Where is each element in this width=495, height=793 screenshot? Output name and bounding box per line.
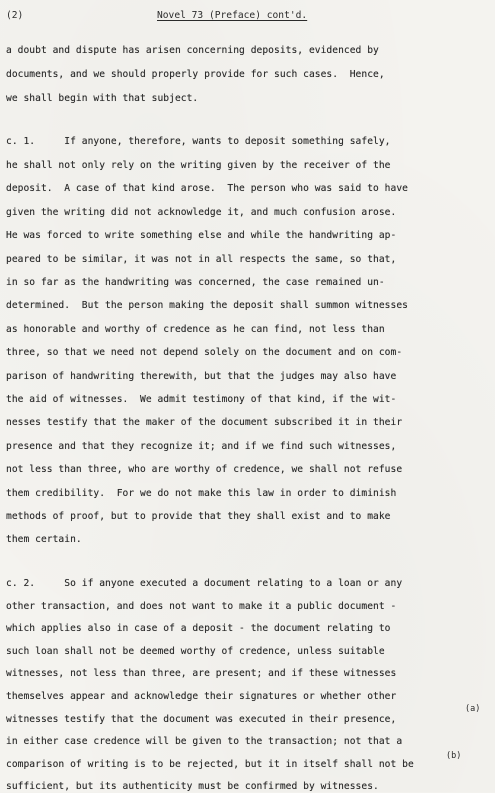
text-line: witnesses, not less than three, are present; and if these witnesses [6,668,397,680]
text-line: sufficient, but its authenticity must be confirmed by witnesses. [6,781,379,793]
text-line: three, so that we need not depend solely on the document and on com- [6,347,403,358]
text-line: in so far as the handwriting was concerned, the case remained un- [6,277,385,288]
text-line: which applies also in case of a deposit - the document relating to [6,623,391,635]
text-line: the aid of witnesses. We admit testimony of that kind, if the wit- [6,394,397,405]
text-line: we shall begin with that subject. [6,93,199,104]
text-line: witnesses testify that the document was executed in their presence, [6,713,397,725]
text-line: nesses testify that the maker of the document subscribed it in their [6,417,403,428]
marginal-note-a: (a) [465,704,481,714]
text-line: them credibility. For we do not make this law in order to diminish [6,488,397,499]
marginal-note-b: (b) [446,751,462,762]
text-line: deposit. A case of that kind arose. The person who was said to have [6,183,408,194]
text-line: He was forced to write something else and while the handwriting ap- [6,230,397,241]
text-line: methods of proof, but to provide that they shall exist and to make [6,511,391,522]
text-line: presence and that they recognize it; and if we find such witnesses, [6,441,397,452]
page-number: (2) [6,10,24,21]
text-line: he shall not only rely on the writing given by the receiver of the [6,160,391,171]
section-c1-line: c. 1. If anyone, therefore, wants to deposit something safely, [6,136,391,147]
text-line: themselves appear and acknowledge their signatures or whether other [6,691,397,702]
page-title: Novel 73 (Preface) cont'd. [157,10,308,21]
text-line: documents, and we should properly provide for such cases. Hence, [6,69,385,80]
text-line: as honorable and worthy of credence as he can find, not less than [6,324,385,335]
text-line: them certain. [6,534,82,545]
text-line: given the writing did not acknowledge it, and much confusion arose. [6,207,397,218]
text-line: other transaction, and does not want to make it a public document - [6,600,397,612]
text-line: not less than three, who are worthy of credence, we shall not refuse [6,464,403,475]
text-line: determined. But the person making the deposit shall summon witnesses [6,300,408,311]
text-line: a doubt and dispute has arisen concerning deposits, evidenced by [6,45,379,56]
section-c2-line: c. 2. So if anyone executed a document relating to a loan or any [6,578,403,589]
text-line: in either case credence will be given to the transaction; not that a [6,736,403,748]
text-line: such loan shall not be deemed worthy of credence, unless suitable [6,645,385,657]
text-line: peared to be similar, it was not in all respects the same, so that, [6,254,397,265]
text-line: comparison of writing is to be rejected, but it in itself shall not be [6,758,414,770]
text-line: parison of handwriting therewith, but that the judges may also have [6,371,397,382]
